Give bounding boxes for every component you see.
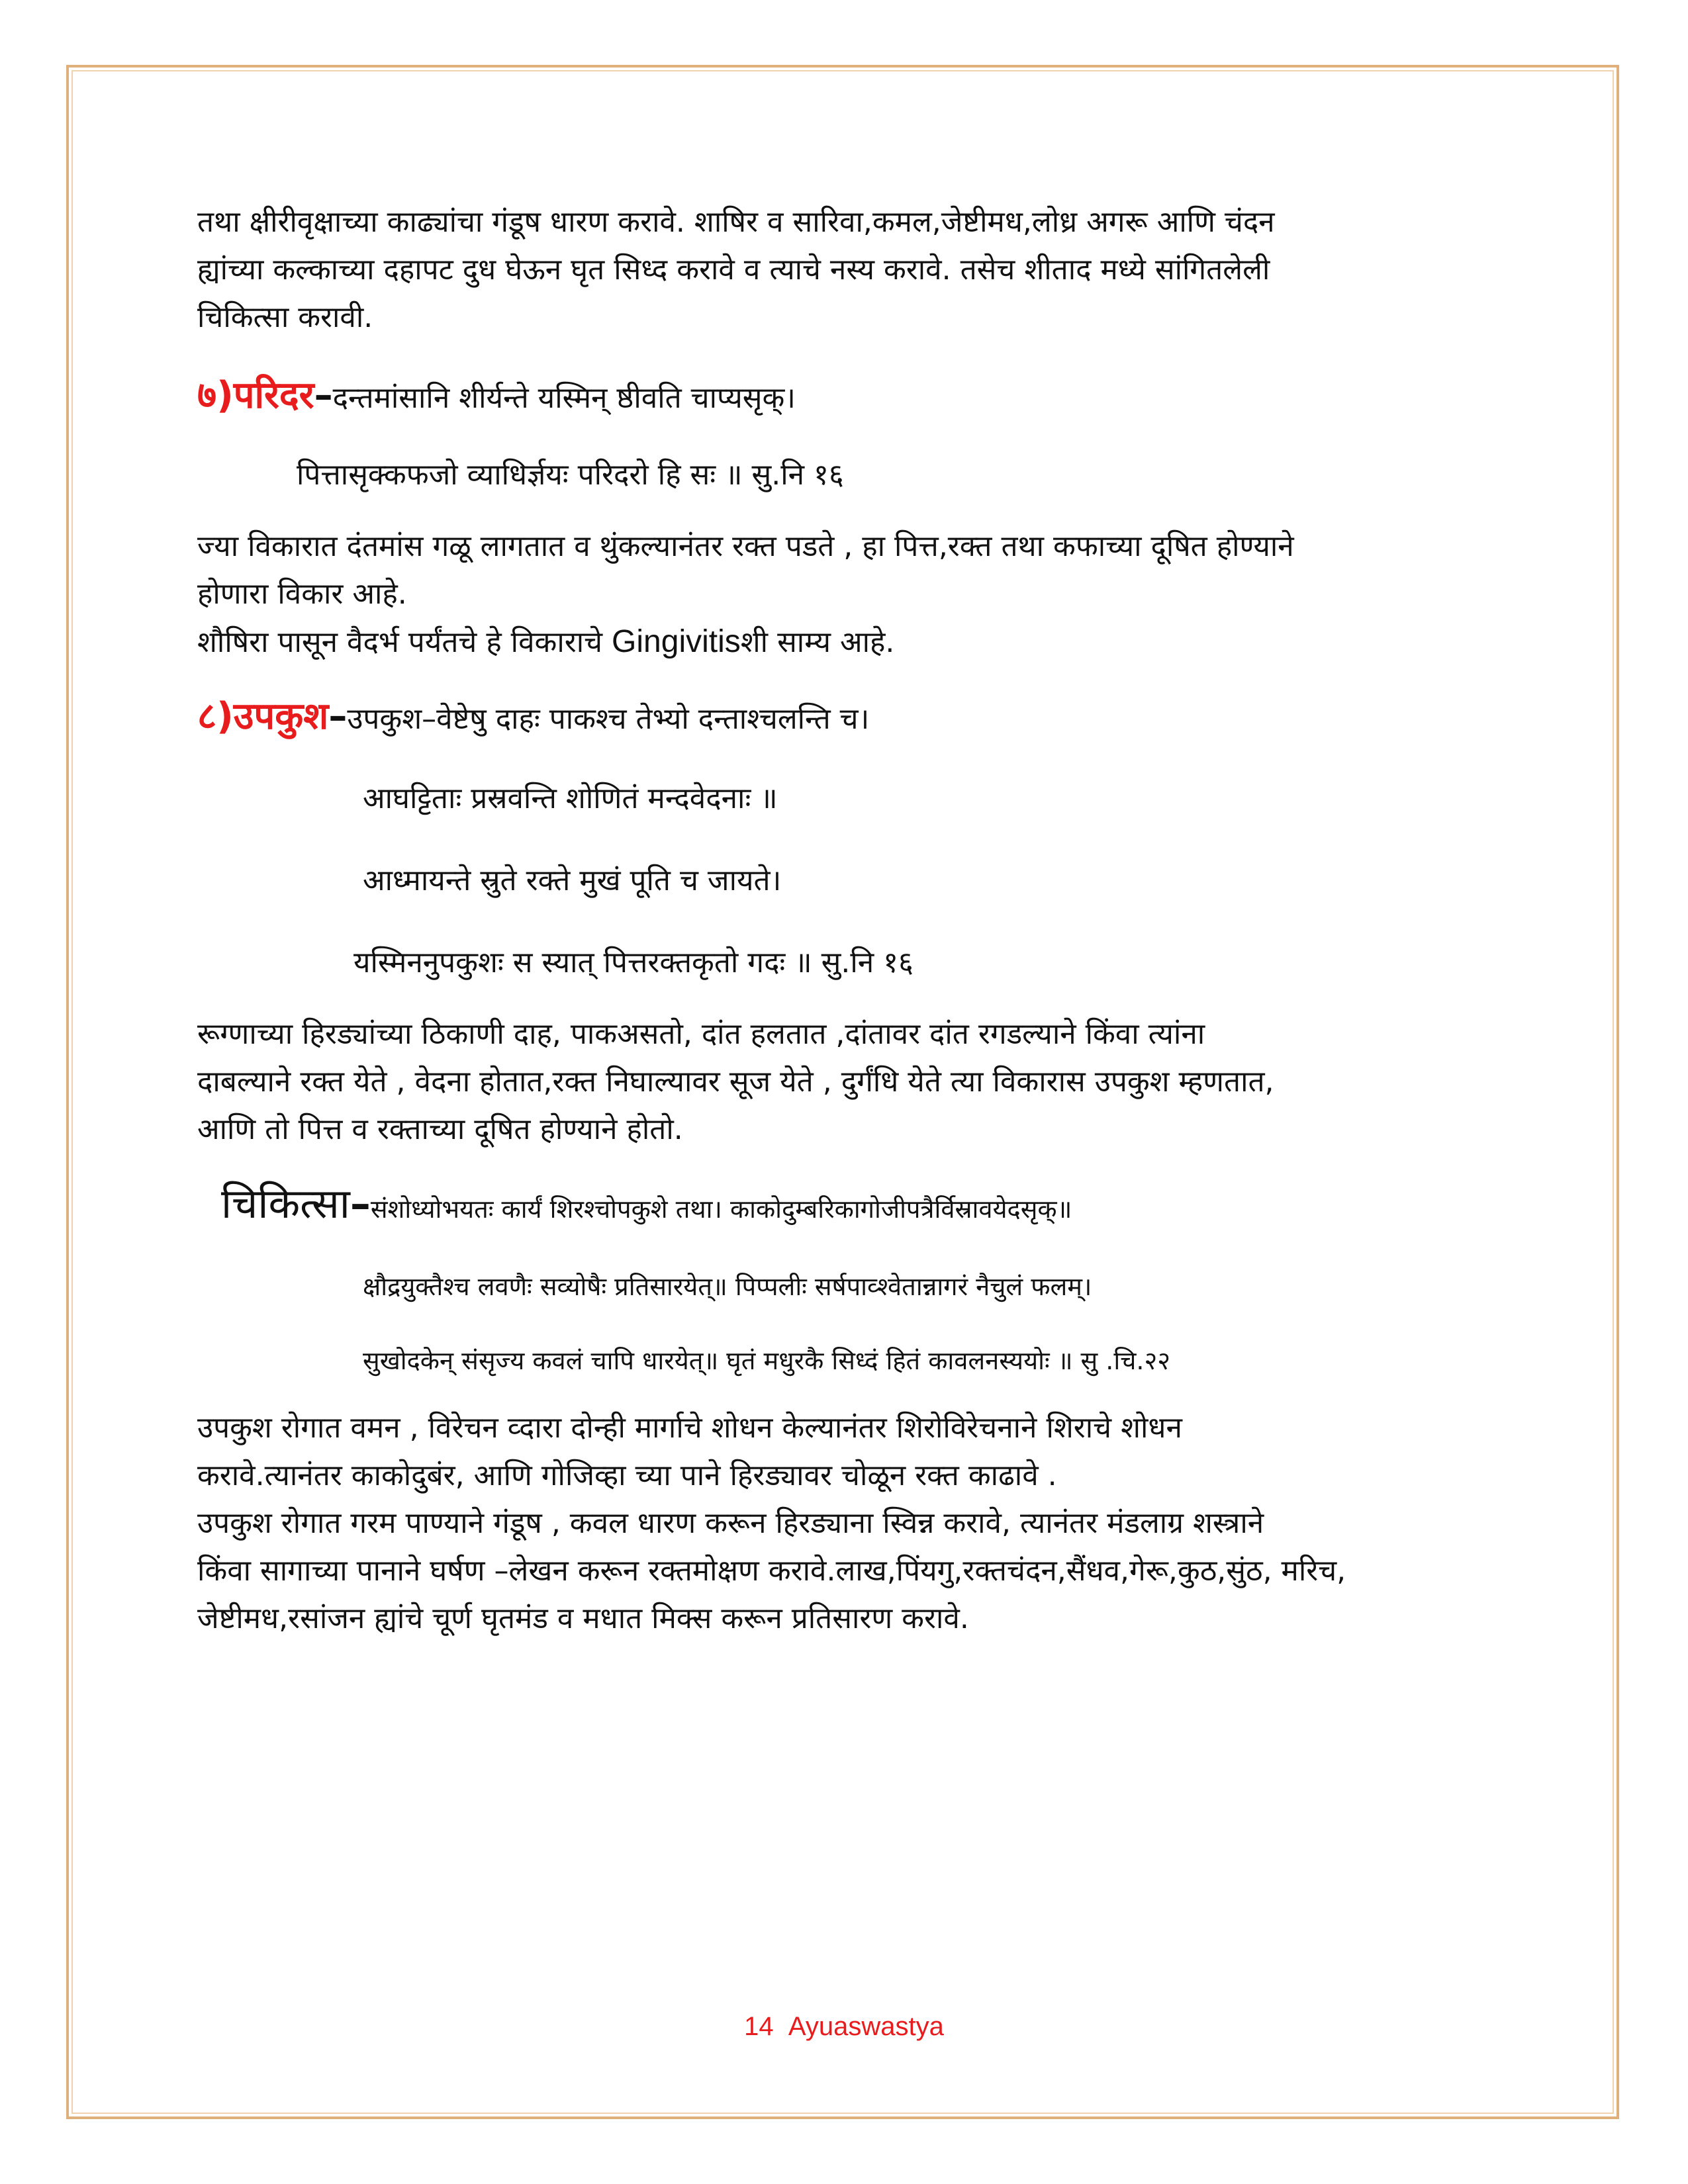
section-7-verse-line-1: दन्तमांसानि शीर्यन्ते यस्मिन् ष्ठीवति चाप्यसृक्।: [332, 381, 796, 415]
chikitsa-heading: चिकित्सा: [221, 1179, 350, 1228]
chikitsa-description: [197, 1404, 1495, 1643]
section-8-verse-line-3: आध्मायन्ते स्रुते रक्ते मुखं पूति च जायते।: [363, 864, 782, 897]
chikitsa-verse-line-2: क्षौद्रयुक्तैश्च लवणैः सव्योषैः प्रतिसारयेत्॥ पिप्पलीः सर्षपाव्श्वेतान्नागरं नैचुलं फलम्।: [363, 1272, 1092, 1301]
section-7-note: [197, 618, 1495, 666]
section-7-description: [197, 523, 1495, 666]
section-8-verse-line-1: उपकुश–वेष्टेषु दाहः पाकश्च तेभ्यो दन्ताश्चलन्ति च।: [347, 702, 870, 736]
heading-dash: –: [328, 695, 348, 738]
section-8-desc-line: आणि तो पित्त व रक्ताच्या दूषित होण्याने होतो.: [197, 1113, 683, 1146]
intro-line: चिकित्सा करावी.: [197, 300, 373, 334]
heading-dash: –: [350, 1179, 371, 1228]
chikitsa-heading-line: [197, 1177, 1495, 1235]
page-number: 14: [744, 2012, 774, 2041]
section-8-desc-line: रूग्णाच्या हिरड्यांच्या ठिकाणी दाह, पाकअसतो, दांत हलतात ,दांतावर दांत रगडल्याने किंवा त्यांना: [197, 1017, 1205, 1051]
section-8-desc-line: दाबल्याने रक्त येते , वेदना होतात,रक्त निघाल्यावर सूज येते , दुर्गंधि येते त्या विकारास उपकुश म्हणतात,: [197, 1065, 1274, 1099]
chikitsa-verse-line-1: संशोध्योभयतः कार्यं शिरश्चोपकुशे तथा। काकोदुम्बरिकागोजीपत्रैर्विस्रावयेदसृक्॥: [370, 1195, 1072, 1224]
section-7-heading: ७)परिदर: [197, 374, 314, 417]
section-7-desc-line: ज्या विकारात दंतमांस गळू लागतात व थुंकल्यानंतर रक्त पडते , हा पित्त,रक्त तथा कफाच्या दूषित होण्याने: [197, 529, 1294, 563]
note-english-term: Gingivitis: [612, 624, 741, 659]
chikitsa-desc-line: जेष्टीमध,रसांजन ह्यांचे चूर्ण घृतमंड व मधात मिक्स करून प्रतिसारण करावे.: [197, 1602, 969, 1635]
intro-line: ह्यांच्या कल्काच्या दहापट दुध घेऊन घृत सिध्द करावे व त्याचे नस्य करावे. तसेच शीताद मध्ये सांगितलेली: [197, 253, 1270, 287]
chikitsa-verse-line-3: सुखोदकेन् संसृज्य कवलं चापि धारयेत्॥ घृतं मधुरकै सिध्दं हितं कावलनस्ययोः ॥ सु .चि.२२: [363, 1346, 1170, 1375]
chikitsa-desc-line: किंवा सागाच्या पानाने घर्षण –लेखन करून रक्तमोक्षण करावे.लाख,पिंयगु,रक्तचंदन,सैंधव,गेरू,कुठ,सुंठ, मरिच,: [197, 1554, 1346, 1588]
chikitsa-desc-line: उपकुश रोगात गरम पाण्याने गंडूष , कवल धारण करून हिरड्याना स्विन्न करावे, त्यानंतर मंडलाग्र शस्त्राने: [197, 1506, 1264, 1540]
section-7-heading-line: [197, 369, 1495, 425]
note-suffix: शी साम्य आहे.: [740, 625, 895, 659]
section-8-description: [197, 1011, 1495, 1154]
section-8-verse-line-2: आघट्टिताः प्रस्रवन्ति शोणितं मन्दवेदनाः ॥: [363, 782, 778, 815]
intro-paragraph: [197, 199, 1495, 341]
chikitsa-desc-line: उपकुश रोगात वमन , विरेचन व्दारा दोन्ही मार्गाचे शोधन केल्यानंतर शिरोविरेचनाने शिराचे शोधन: [197, 1411, 1182, 1445]
note-prefix: शौषिरा पासून वैदर्भ पर्यंतचे हे विकाराचे: [197, 625, 612, 659]
section-8-verse-line-4: यस्मिननुपकुशः स स्यात् पित्तरक्तकृतो गदः ॥ सु.नि १६: [353, 946, 914, 979]
section-8-heading: ८)उपकुश: [197, 695, 329, 738]
heading-dash: –: [314, 374, 333, 417]
section-7-desc-line: होणारा विकार आहे.: [197, 577, 407, 611]
section-7-verse-line-2: पित्तासृक्कफजो व्याधिर्ज्ञयः परिदरो हि सः ॥ सु.नि १६: [297, 458, 844, 492]
intro-line: तथा क्षीरीवृक्षाच्या काढ्यांचा गंडूष धारण करावे. शाषिर व सारिवा,कमल,जेष्टीमध,लोध्र अगरू आणि चंदन: [197, 205, 1275, 239]
chikitsa-desc-line: करावे.त्यानंतर काकोदुबंर, आणि गोजिव्हा च्या पाने हिरड्यावर चोळून रक्त काढावे .: [197, 1459, 1057, 1492]
page-content: [197, 199, 1495, 1643]
section-8-heading-line: [197, 690, 1495, 746]
page-footer: [0, 2012, 1688, 2042]
publication-title: Ayuaswastya: [788, 2012, 944, 2041]
